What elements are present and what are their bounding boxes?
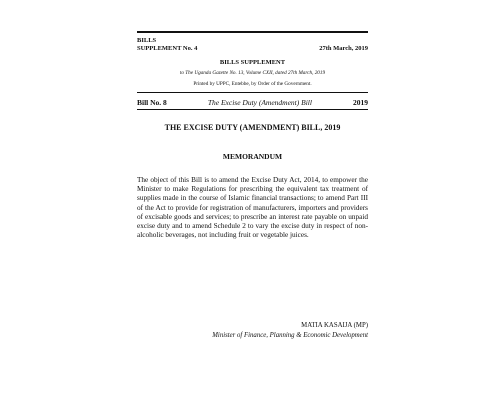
printer-note: Printed by UPPC, Entebbe, by Order of the Government. (193, 81, 312, 87)
memorandum-heading: MEMORANDUM (222, 152, 283, 161)
bill-number: Bill No. 8 (137, 98, 167, 107)
top-rule (137, 31, 368, 33)
bill-name: The Excise Duty (Amendment) Bill (207, 98, 312, 107)
supplement-title: BILLS SUPPLEMENT (219, 59, 286, 66)
supplement-subtitle: to The Uganda Gazette No. 13, Volume CXII, dated 27th March, 2019 (179, 70, 326, 76)
bill-title: THE EXCISE DUTY (AMENDMENT) BILL, 2019 (164, 123, 341, 132)
header-bills: BILLS (137, 37, 157, 44)
bill-rule-top (137, 92, 368, 93)
memorandum-body: The object of this Bill is to amend the Excise Duty Act, 2014, to empower the Minister to make Regulations for prescribing the equivalent tax treatment of supplies made in the course of Islamic financial transactions; to amend Part III of the Act to provide for registration of manufacturers, importers and providers of excisable goods and services; to prescribe an interest rate payable on unpaid excise duty and to amend Schedule 2 to vary the excise duty in respect of non- alcoholic beverages, not including fruit or vegetable juices. (137, 176, 368, 240)
supplement-header (137, 37, 197, 53)
header-date: 27th March, 2019 (319, 45, 368, 52)
bill-info-row (137, 98, 368, 107)
signatory-title: Minister of Finance, Planning & Economic Development (212, 332, 368, 339)
bill-year: 2019 (353, 98, 368, 107)
signatory-name: MATIA KASAIJA (MP) (301, 322, 368, 329)
bill-rule-bottom (137, 109, 368, 110)
header-supplement-number: SUPPLEMENT No. 4 (137, 45, 198, 52)
